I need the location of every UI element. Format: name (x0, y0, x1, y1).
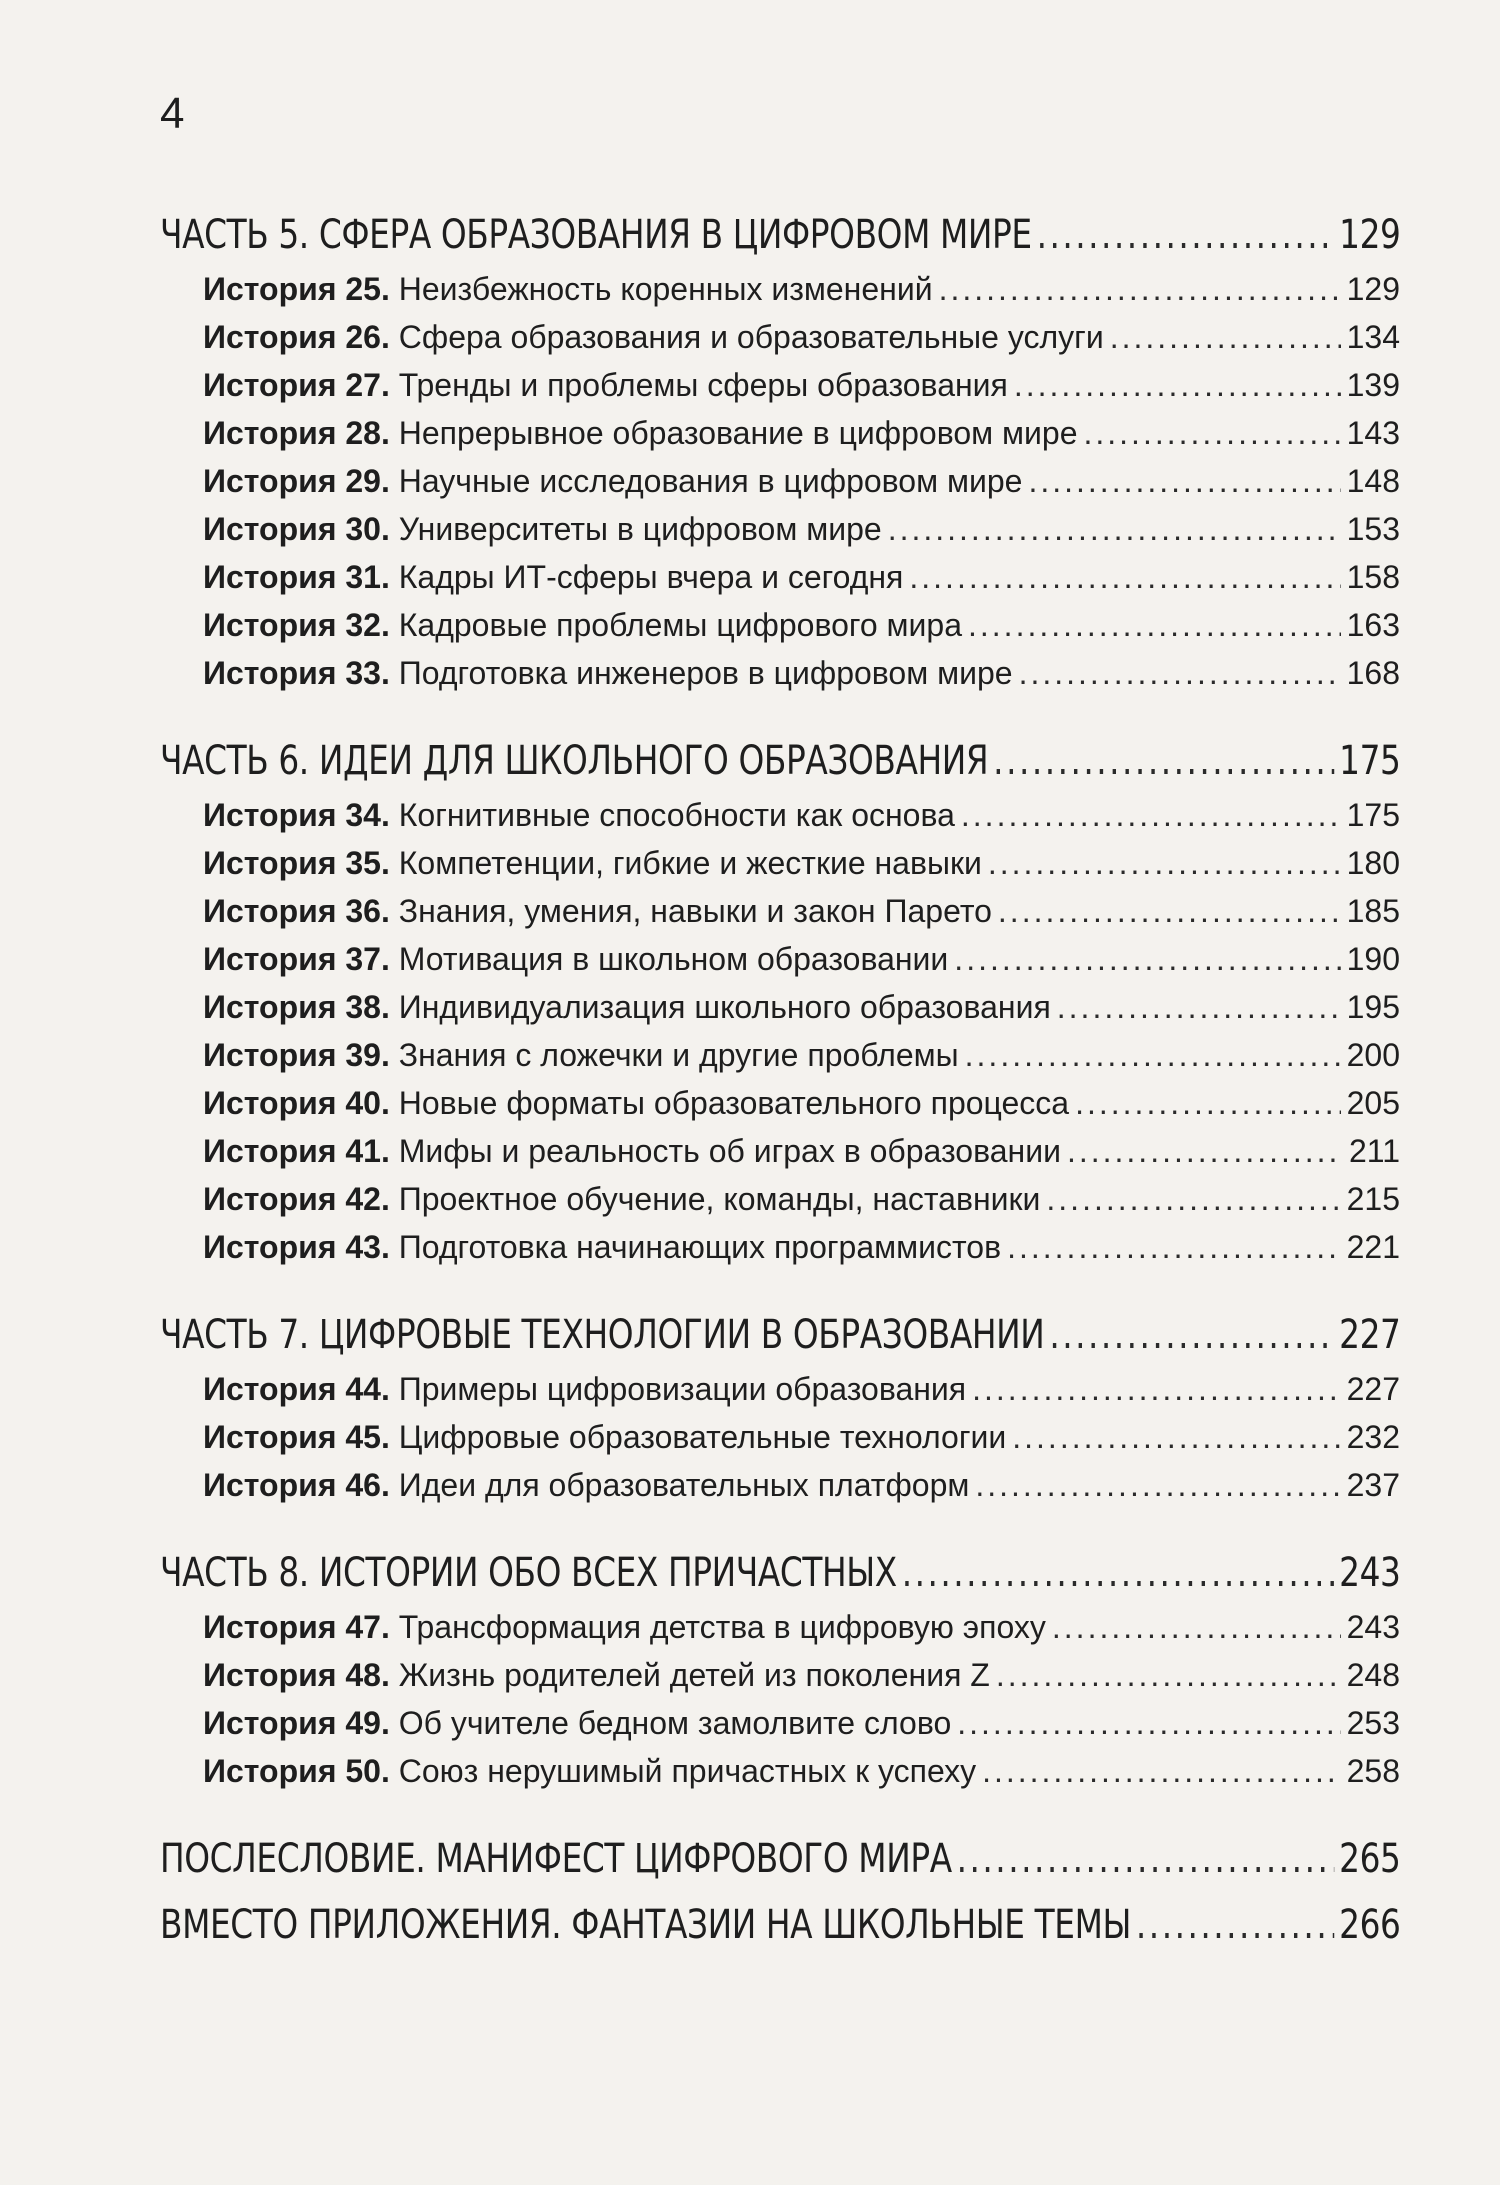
dot-leader (957, 1699, 1340, 1747)
toc-story-entry (160, 1413, 1400, 1461)
story-label: История 49. (203, 1705, 390, 1741)
dot-leader (1007, 1223, 1341, 1271)
story-page: 248 (1346, 1657, 1400, 1693)
story-page: 227 (1346, 1371, 1400, 1407)
story-label: История 37. (203, 941, 390, 977)
dot-leader (957, 1829, 1335, 1889)
story-title: Проектное обучение, команды, наставники (398, 1181, 1041, 1217)
dot-leader (1110, 313, 1341, 361)
story-page: 143 (1346, 415, 1400, 451)
story-label: История 25. (203, 271, 390, 307)
toc-story-entry (160, 265, 1400, 313)
story-label: История 42. (203, 1181, 390, 1217)
story-page: 180 (1346, 845, 1400, 881)
toc-story-entry (160, 1223, 1400, 1271)
dot-leader (961, 791, 1341, 839)
dot-leader (982, 1747, 1341, 1795)
toc-part-entry (160, 1305, 1400, 1365)
story-label: История 44. (203, 1371, 390, 1407)
part-title: ЧАСТЬ 8. ИСТОРИИ ОБО ВСЕХ ПРИЧАСТНЫХ (160, 1550, 897, 1596)
story-page: 129 (1346, 271, 1400, 307)
story-title: Жизнь родителей детей из поколения Z (398, 1657, 990, 1693)
dot-leader (939, 265, 1341, 313)
toc-story-entry (160, 887, 1400, 935)
toc-story-entry (160, 1031, 1400, 1079)
story-title: Знания, умения, навыки и закон Парето (398, 893, 992, 929)
story-page: 153 (1346, 511, 1400, 547)
dot-leader (972, 1365, 1340, 1413)
part-title: ЧАСТЬ 5. СФЕРА ОБРАЗОВАНИЯ В ЦИФРОВОМ МИРЕ (160, 212, 1032, 258)
toc-story-entry (160, 505, 1400, 553)
toc-story-entry (160, 313, 1400, 361)
story-page: 195 (1346, 989, 1400, 1025)
story-label: История 40. (203, 1085, 390, 1121)
story-title: Кадры ИТ-сферы вчера и сегодня (398, 559, 904, 595)
part-page: 129 (1339, 212, 1401, 258)
dot-leader (988, 839, 1341, 887)
story-title: Знания с ложечки и другие проблемы (398, 1037, 959, 1073)
story-page: 168 (1346, 655, 1400, 691)
part-group-appendix (160, 1895, 1400, 1955)
toc-part-entry (160, 1895, 1400, 1955)
story-title: Примеры цифровизации образования (398, 1371, 967, 1407)
dot-leader (1067, 1127, 1343, 1175)
dot-leader (996, 1651, 1341, 1699)
story-label: История 29. (203, 463, 390, 499)
dot-leader (965, 1031, 1341, 1079)
story-title: Мотивация в школьном образовании (398, 941, 949, 977)
story-page: 163 (1346, 607, 1400, 643)
toc-story-entry (160, 1603, 1400, 1651)
story-title: Идеи для образовательных платформ (398, 1467, 970, 1503)
part-group-5 (160, 205, 1400, 697)
dot-leader (1028, 457, 1340, 505)
toc-story-entry (160, 553, 1400, 601)
toc-story-entry (160, 839, 1400, 887)
toc-story-entry (160, 1461, 1400, 1509)
story-label: История 50. (203, 1753, 390, 1789)
part-page: 265 (1339, 1836, 1401, 1882)
dot-leader (954, 935, 1340, 983)
toc-story-entry (160, 791, 1400, 839)
story-page: 148 (1346, 463, 1400, 499)
story-label: История 34. (203, 797, 390, 833)
story-label: История 35. (203, 845, 390, 881)
dot-leader (1014, 361, 1341, 409)
story-title: Научные исследования в цифровом мире (398, 463, 1023, 499)
story-title: Союз нерушимый причастных к успеху (398, 1753, 977, 1789)
dot-leader (1037, 205, 1335, 265)
story-page: 200 (1346, 1037, 1400, 1073)
dot-leader (888, 505, 1341, 553)
story-page: 175 (1346, 797, 1400, 833)
story-title: Неизбежность коренных изменений (398, 271, 933, 307)
dot-leader (1046, 1175, 1340, 1223)
dot-leader (902, 1543, 1334, 1603)
story-title: Тренды и проблемы сферы образования (398, 367, 1008, 403)
part-page: 266 (1339, 1902, 1401, 1948)
story-title: Кадровые проблемы цифрового мира (398, 607, 962, 643)
part-title: ЧАСТЬ 6. ИДЕИ ДЛЯ ШКОЛЬНОГО ОБРАЗОВАНИЯ (160, 738, 989, 784)
toc-story-entry (160, 1365, 1400, 1413)
story-page: 158 (1346, 559, 1400, 595)
story-label: История 43. (203, 1229, 390, 1265)
toc-story-entry (160, 983, 1400, 1031)
dot-leader (968, 601, 1341, 649)
story-label: История 27. (203, 367, 390, 403)
story-title: Подготовка инженеров в цифровом мире (398, 655, 1013, 691)
toc-part-entry (160, 205, 1400, 265)
story-page: 221 (1346, 1229, 1400, 1265)
story-label: История 41. (203, 1133, 390, 1169)
toc-story-entry (160, 1747, 1400, 1795)
dot-leader (1012, 1413, 1340, 1461)
story-page: 243 (1346, 1609, 1400, 1645)
toc-story-entry (160, 601, 1400, 649)
part-page: 227 (1339, 1312, 1401, 1358)
story-label: История 39. (203, 1037, 390, 1073)
story-label: История 26. (203, 319, 390, 355)
story-label: История 33. (203, 655, 390, 691)
toc-part-entry (160, 1543, 1400, 1603)
dot-leader (1075, 1079, 1341, 1127)
story-title: Университеты в цифровом мире (398, 511, 882, 547)
story-label: История 38. (203, 989, 390, 1025)
story-title: Об учителе бедном замолвите слово (398, 1705, 952, 1741)
dot-leader (993, 731, 1334, 791)
dot-leader (1083, 409, 1340, 457)
toc-story-entry (160, 935, 1400, 983)
story-label: История 46. (203, 1467, 390, 1503)
story-page: 232 (1346, 1419, 1400, 1455)
part-title: ЧАСТЬ 7. ЦИФРОВЫЕ ТЕХНОЛОГИИ В ОБРАЗОВАНИИ (160, 1312, 1045, 1358)
story-page: 211 (1348, 1133, 1400, 1169)
part-group-afterword (160, 1829, 1400, 1889)
dot-leader (1019, 649, 1341, 697)
dot-leader (1057, 983, 1341, 1031)
toc-story-entry (160, 1699, 1400, 1747)
story-label: История 36. (203, 893, 390, 929)
story-page: 139 (1346, 367, 1400, 403)
part-group-6 (160, 731, 1400, 1271)
story-title: Сфера образования и образовательные услуги (398, 319, 1104, 355)
story-label: История 48. (203, 1657, 390, 1693)
story-label: История 32. (203, 607, 390, 643)
story-page: 190 (1346, 941, 1400, 977)
story-label: История 28. (203, 415, 390, 451)
toc-story-entry (160, 1127, 1400, 1175)
dot-leader (975, 1461, 1340, 1509)
story-title: Цифровые образовательные технологии (398, 1419, 1007, 1455)
story-title: Когнитивные способности как основа (398, 797, 955, 833)
story-label: История 47. (203, 1609, 390, 1645)
toc-story-entry (160, 361, 1400, 409)
table-of-contents (160, 205, 1400, 1955)
story-label: История 45. (203, 1419, 390, 1455)
story-page: 215 (1346, 1181, 1400, 1217)
part-page: 243 (1339, 1550, 1401, 1596)
toc-part-entry (160, 1829, 1400, 1889)
toc-part-entry (160, 731, 1400, 791)
story-page: 205 (1346, 1085, 1400, 1121)
story-title: Индивидуализация школьного образования (398, 989, 1051, 1025)
toc-story-entry (160, 409, 1400, 457)
story-title: Подготовка начинающих программистов (398, 1229, 1002, 1265)
story-page: 134 (1346, 319, 1400, 355)
story-label: История 31. (203, 559, 390, 595)
part-group-8 (160, 1543, 1400, 1795)
part-group-7 (160, 1305, 1400, 1509)
toc-story-entry (160, 1079, 1400, 1127)
story-title: Компетенции, гибкие и жесткие навыки (398, 845, 982, 881)
story-page: 185 (1346, 893, 1400, 929)
story-page: 258 (1346, 1753, 1400, 1789)
dot-leader (1052, 1603, 1341, 1651)
dot-leader (1136, 1895, 1334, 1955)
part-page: 175 (1339, 738, 1401, 784)
toc-story-entry (160, 1651, 1400, 1699)
part-title: ПОСЛЕСЛОВИЕ. МАНИФЕСТ ЦИФРОВОГО МИРА (160, 1836, 952, 1882)
dot-leader (1049, 1305, 1334, 1365)
story-title: Трансформация детства в цифровую эпоху (398, 1609, 1046, 1645)
story-page: 253 (1346, 1705, 1400, 1741)
story-title: Новые форматы образовательного процесса (398, 1085, 1070, 1121)
toc-story-entry (160, 649, 1400, 697)
dot-leader (998, 887, 1341, 935)
story-title: Мифы и реальность об играх в образовании (398, 1133, 1061, 1169)
story-page: 237 (1346, 1467, 1400, 1503)
toc-story-entry (160, 457, 1400, 505)
story-title: Непрерывное образование в цифровом мире (398, 415, 1078, 451)
story-label: История 30. (203, 511, 390, 547)
toc-story-entry (160, 1175, 1400, 1223)
dot-leader (909, 553, 1340, 601)
part-title: ВМЕСТО ПРИЛОЖЕНИЯ. ФАНТАЗИИ НА ШКОЛЬНЫЕ ТЕМЫ (160, 1902, 1131, 1948)
page-number: 4 (160, 89, 185, 138)
